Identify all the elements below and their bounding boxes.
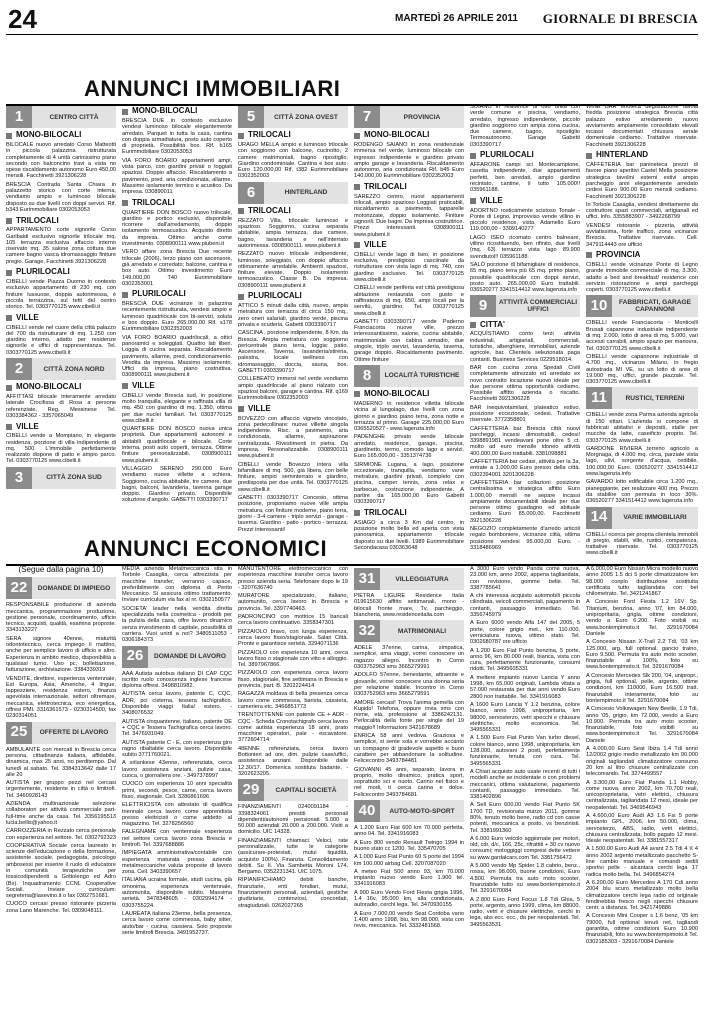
classified-ad: A Chiari acquisto auto usate recenti di tutti i modelli anche se incidentate o con problemi meccanici, ottima valutazione, pagamento contanti, passaggio immediato. Tel. 3381402896	[470, 768, 580, 801]
subcategory-header	[122, 382, 232, 391]
classified-ad: VENDESI ristorante - pizzeria, attività avviatissima, forte traffico, zona vicinanze Brescia. Trattative riservate. Cell. 3479114443 ore ufficio	[586, 222, 698, 248]
square-bullet-icon	[6, 315, 12, 321]
category-label: VARIE IMMOBILIARI	[612, 507, 698, 529]
classified-ad: A 6.000 Euro veicolo aggiornate per motori, old, cdr, d/c, 166, 25c, rifrattiti + 30 cv nuovo consumi; motoggiggi compresi dette vettere su www.gardalcars.com Tel. 3381756472	[470, 835, 580, 861]
category-label: VILLEGGIATURA	[380, 568, 464, 590]
classified-ad: PIETRA LIGURE Residence Italia 019615630 affitto settimanali, mono - bilocali fronte mare, Tv, parcheggio, biancheria, www.residenceitalia.com	[354, 593, 464, 618]
subcategory-label: VILLE	[480, 195, 503, 205]
classified-ad: CIBELLI vende Franciacorta - Monticelli Brusati capannone industriale indipendente di mq. 2.000, lotto di area di mq. 5.000, vari accessi carrabili, ampio spazio per manovra. Tel. 0303770125 www.cibelli.it	[586, 320, 698, 352]
classified-ad: SALÒ porzione di bifamigliare di residence, 65 mq. piano terra più 65 mq. primo piano, possibile quadrilocale con doppi servizi, posto auto. 265.000,00 Euro trattabili. 036520277 3341514412 www.lagenzia.info	[470, 261, 580, 294]
category-number: 22	[6, 577, 32, 599]
classified-ad: AFFITTASI bilocale interamente arredato laterale Crocifissa di Rosa a persone referenziate. Reg. Messinese Tel. 0303384362 - 3357065049	[6, 394, 116, 419]
classified-ad: ADOLFO 57enne, benestante, attraente e giovanile, vorrei conoscere una donna seria per relazione stabile. Incontro in Como 0303752963 sms 3665279591	[354, 672, 464, 698]
classified-ad: A 1.500 Euro Fiat Punto Van turbo diesel, colore bianco, anno 1998, unipropritaria, km 128.000, autovani 2 posti, perfettamente funzionante, tenuta con cura. Tel. 3495565331	[470, 735, 580, 767]
category-label: MATRIMONIALI	[380, 620, 464, 642]
classified-ad: AFFARONE campi sci Montecampione, casetta indipendente, due appartamenti perfetti, ben arredati, ampio giardino recintato, cantine, il tutto 105.000!! 035961188.	[470, 162, 580, 194]
classified-ad: ATTICO 5 minuti dalla città, nuovo, ampia metratura con terrazza di circa 150 mq., zero oneri salariali, giardino verde, piscina privata e scuderia. Gabetti 0303390717	[238, 303, 348, 328]
classified-ad: CIBELLI vende vicinanze Ponte di Legno grande immobile commerciale di mq. 3.300, adatto a bed and breakfast/ residence con servizio ristorazione e ampi parcheggi coperti. 0303770125 www.cibelli.it	[586, 261, 698, 294]
category-label: CAPITALI SOCIETÀ	[264, 779, 348, 801]
classified-ad: GABETTI 0303390717 Concesio, ottima posizione, proponiamo nuove ville ampia metratura, con finiture moderne, piano terra, giorni - 3-4 camere - triplo servizi - garage - taverna. Giardino - patio - portico - terrazza. Prezzi interessanti!	[238, 495, 348, 533]
category-header	[122, 646, 232, 668]
square-bullet-icon	[6, 218, 12, 224]
classified-ad: A Concesio Mini Cooper s 1.6 benz, '05 km 79000, full optional tenuti net, tagliandi garantita, ottime condizioni Euro 10.900 finanziabili, foto su www.bontempimoto.it Tel. 0302185303 - 3291670084 Daniele	[586, 913, 698, 945]
category-header	[586, 507, 698, 529]
category-header	[470, 295, 580, 317]
subcategory-label: MONO-BILOCALI	[132, 106, 198, 116]
classified-ad: A 6.000,00 Euro Nissan Micra modello nuovo anno 2005 1.5 dci 5 porte climatizzatore km 98.000 conplo distribuzione sostituita certificata tutto tagliandata con bel chilometrato. Tel. 3421241867	[586, 566, 698, 598]
category-number: 31	[354, 568, 380, 590]
subcategory-header	[238, 292, 348, 301]
subcategory-header	[586, 251, 698, 260]
subcategory-label: PLURILOCALI	[248, 291, 302, 301]
classified-ad: CUOCO cercasi presso ristorante pizzeria zona Lano Marenche. Tel. 0309048111.	[6, 901, 116, 914]
classified-ad: ITALIANA ucraina formale, studi cucina, già omonima, esperienza ventennale, automunita, disponibile subito. Massima serietà. 3478348605 - 0302994174 - 0303755224.	[122, 877, 232, 909]
category-number: 40	[354, 800, 380, 822]
square-bullet-icon	[238, 294, 244, 300]
category-label: CITTÀ ZONA NORD	[32, 358, 116, 380]
subcategory-label: TRILOCALI	[132, 197, 175, 207]
immobiliari-column-6	[586, 104, 698, 557]
classified-ad: CIBELLI vende Piazza Duomo in contesto esclusivo appartamento di 230 mq. con finiture lussuose, doppia autorimessa, è piccola terrazzina, sul tetti del centro storico. Tel. 0303770125 www.cibelli.it	[6, 279, 116, 311]
classified-ad: A meteo Fiat 500 anno 93, km 70.000 impianto nuovo vendo Euro 1.900 tel. 3341916083	[354, 868, 464, 888]
subcategory-label: HINTERLAND	[596, 150, 648, 160]
classified-ad: A Sell Euro 600,00 vendo Fiat Punto 5K 1700 TD, revisionata marzo 2011, gomme 80%, tenuto molto bene, radio cd con casse potenti, meccanica a posto, vs benzinisti. Tel. 3381991360	[470, 802, 580, 834]
economici-column-4	[354, 566, 464, 1018]
category-label: CITTÀ ZONA OVEST	[264, 106, 348, 128]
immobiliari-column-4	[354, 104, 464, 551]
classified-ad: AMORE cercasi! Trova l'anima gemella con Kupido! Telefona, oppure invia sms con nome, età, professione al 3386242131. Perlocalità della fonte per single del 19 maggio!! Informazioni 3421678689	[354, 699, 464, 731]
classified-ad: NEGOZIO completamente d'arredo articoli regalo bomboniere, vicinanze città, ottima posizione vendesi 95.000,00 Euro. - 3318486969	[470, 526, 580, 551]
classified-ad: FINANZIAMENTI 0240091184 - 3398324061 prestiti personali dipendenti/autonomi pensionati 5.000 a 50.000 aziendali 20.000 a 200.000. Visiti a domicilio. UIC 14328.	[238, 804, 348, 836]
square-bullet-icon	[238, 208, 244, 214]
category-header	[6, 106, 116, 128]
category-header	[6, 577, 116, 599]
category-number: 11	[586, 387, 612, 409]
subcategory-label: TRILOCALI	[364, 182, 407, 192]
classified-ad: A 1600 Euro Lancia Y 1.2 benzina, colore bianco, anno 1998, unipropritaria, km 98000, servosterzo, vetri specchi e chiusure elettriche, molto economica. Tel. 3495565331	[470, 701, 580, 734]
newspaper-masthead: GIORNALE DI BRESCIA	[542, 11, 698, 26]
subcategory-label: TRILOCALI	[248, 206, 291, 216]
subcategory-header	[470, 197, 580, 206]
classified-ad: BRESCIA Contrada Santa Chiara in palazzetto storico con corte interna, vendiamo ampio e luminoso bilocale disposto su due livelli con doppi servizi. Rif. b343 Eurimmobiliare 0302053053	[6, 181, 116, 213]
category-number: 8	[354, 365, 380, 387]
subcategory-label: TRILOCALI	[364, 508, 407, 517]
category-label: LOCALITÀ TURISTICHE	[380, 365, 464, 387]
classified-ad: CIBELLI vende periferia est città prestigiosa abitazione restaurata con gusto e raffinatezza di mq. 650, ampi locali per la servitù, giardino. Tel. 0303770125 www.cibelli.it	[354, 285, 464, 317]
category-number: 25	[6, 722, 32, 744]
subcategory-header	[354, 241, 464, 250]
category-header	[6, 467, 116, 489]
subcategory-label: MONO-BILOCALI	[364, 130, 430, 140]
square-bullet-icon	[354, 184, 360, 190]
classified-ad: CIBELLI vende a Mompiano, in elegante residenza, porzione di villa indipendente di mq. 500. L'immobile perfettamente realizzato dispone di patio e ampio parco. Tel. 0303770125 www.cibelli.it	[6, 433, 116, 465]
classified-ad: PIZZAIOLO con esperienza 10 anni, cerca lavoro fisso o stagionale con vitto e alloggio. Tel. 3897967866.	[238, 649, 348, 669]
subcategory-label: VILLE	[132, 381, 155, 391]
classified-ad: APPARTAMENTO corte signorile Corso Garibaldi esclusivo signorile trilocale mq. 105 terrazza esclusiva affaccio interno riservato mq. 35 salone zona cottura due camere bagno vasca idromassaggio finiture pregio. Garage. Facchinetti 3921306228	[6, 227, 116, 265]
classified-ad: PADENGHE privato vende bilocale arredato, residence, garage, piscina, giardinetto, termo, comodo lago e servizi. Euro 165.000,00 - 3351374736	[354, 434, 464, 460]
classified-ad: ELETTRICISTA con attestato di qualifica triennale cerca lavoro come apprendista presso elettricisti o come addetto al magazzino. Tel. 3278256560	[122, 802, 232, 828]
category-number: 26	[122, 646, 148, 668]
classified-ad: CAFFETTERIA bar cedasi, attività per la 3a, entrate a 1.000,00 Euro presso della città. 0302394001 3201306228	[470, 459, 580, 478]
classified-ad: GABETTI 0303390717 vende Paderno Franciacorta nuove ville, prezzo interessantissimo, salone, cucina abitabile, matrimoniale con cabina armadio, due singole, triplo servizi, lavanderia, taverna, garage doppio. Riscaldamento pavimento. Ottime finiture	[354, 318, 464, 363]
issue-date: MARTEDÌ 26 APRILE 2011	[394, 13, 518, 24]
subcategory-header	[238, 131, 348, 140]
subcategory-header	[6, 314, 116, 323]
classified-ad: SIRMIONE Lugana, a lago, posizione eccezionale, tranquilla, vendiamo vane metrature, giardini privati, completo con piscina, camper tennis, zona relax e barbecue, costruzione indipendente. A partire da 165.000,00 Euro Gabetti 0303390717	[354, 461, 464, 506]
classified-ad: CARROZZERIA in Rezzato cerca personale con esperienza nel settore. Tel. 0302792323	[6, 828, 116, 841]
subcategory-header	[122, 290, 232, 299]
classified-ad: IMPIEGATA amministrativa/contabile con esperienza maturata presso aziende metalmeccaniche valuta proposte di lavoro zona. Cell. 3403390657	[122, 850, 232, 876]
subcategory-header	[122, 107, 232, 116]
classified-ad: ADELE 37enne, carina, simpatica, semplice, ama viaggi, vorrei conoscere un ragazzo allegro. Incontro in Como 0303752963 sms 3665279991	[354, 645, 464, 671]
classified-ad: VENDITE, direttore, esperienza ventennale, Est Europa, Asia, Americhe, 4 lingue, tappezziere, residenza estero, finanza agevolata internazionale, settori oltremare, meccanica, elettrotecnica, eco energetica, offresi PMI. 3316361573 - 0230314500, fax 0230314051	[6, 675, 116, 720]
classified-ad: RIPIANIFICHIAMO debiti banche, finanziarie, enti fondiari, mutui, finanziamenti personali, aziendali, gestiche giudiziarie, contenziosi, concordati, stragiudiziali. 0262027265	[238, 877, 348, 909]
classified-ad: CIBELLI vende lago di Iseo, in posizione esclusiva, prestigioso casciinale da ristrutturare con vista lago di mq. 740, con giardino esclusivo. Tel. 0303770125 www.cibelli.it	[354, 251, 464, 284]
subcategory-header	[470, 320, 580, 329]
category-number: 2	[6, 358, 32, 380]
classified-ad: CAFFETTERIA bar Brescia città nuovi parcheggi, incassi dimostrabili, cedesi! 3398891981 vendeavani pone oltre 5 ct. molto ad euro mensile idoneo attività 400.000,00 Euro trattabili. 3381098881	[470, 425, 580, 457]
classified-ad: CIBELLI ricerca per propria clientela immobili di pregio, stabili, ville, rustici, compatenza, trattative riservate. Tel. 0303770125 www.cibelli.it	[586, 531, 698, 557]
classified-ad: ACQUISTIAMO conto terzi attività industriali, artigianali, commerciali, turistiche, alberghiere, immobiliari, aziende agricole, bar. Clientela selezionata paga contanti. Business Services 0229518014.	[470, 331, 580, 363]
classified-ad: A 3000 Euro vendo Panda come nuova, 23.000 km, anno 2002, appena tagliandata, con revisione, gomme belle. Tel. 3387785641	[470, 566, 580, 591]
classified-ad: RODENGO SAIANO in zona residenziale immersa nel verde, luminoso bilocale con ingresso indipendente e giardino privato ampio garage e lavanderia. Riscaldamento autonomo, aria condizionata Rif. b45 Euro 140.000,00 Eurimmobiliare 0302352003	[354, 142, 464, 180]
classified-ad: VIA FORO BOARIO appartamenti ampi, vista parco, con giardini privati o loggiati spaziosi. Doppio affaccio. Riscaldamento a pavimento, pred. aria condizionata, allarme. Massimo isolamento termico e acustico. Da impresa. 030890011	[122, 157, 232, 196]
classified-ad: A 6.200,00 Euro Mercedes A 170 Cdi anno 2004 blu scuro metallizzato molto bella climatizzatore cerchi lega radio cd originale fendinebbia fresco negli specchi chiusure centr. a distanza. Tel. 3421749886	[586, 879, 698, 912]
classified-ad: PIZZAIOLO con esperienza cerca lavoro fisso, stagionale, fine settimana in Brescia e provincia, part. B. 3202224414	[238, 670, 348, 690]
category-label: PROVINCIA	[380, 106, 464, 128]
category-label: DOMANDE DI LAVORO	[148, 646, 232, 668]
square-bullet-icon	[354, 242, 360, 248]
classified-ad: CIBELLI vende nel cuore della città palazzo del 700 da ristrutturare di mq. 1.250 con giardino interno, adatto per residenze signorile e uffici di rappresentanza. Tel. 0303770125 www.cibelli.it	[6, 324, 116, 356]
category-number: 6	[238, 182, 264, 204]
category-label: AUTO-MOTO-SPORT	[380, 800, 464, 822]
category-header	[6, 722, 116, 744]
square-bullet-icon	[122, 292, 128, 298]
subcategory-label: PLURILOCALI	[16, 267, 70, 277]
classified-ad: COLLEBEATO immersi nel verde vendiamo ampio quadrilocale al piano rialzato con spaziosi balconi, garage e cantina. Rif. q169 Eurimmobiliare 0302352003	[238, 376, 348, 402]
category-label: FABBRICATI, GARAGE CAPANNONI	[612, 295, 698, 317]
classified-ad: MURATORE specializzato, italiano, automunito, cerca lavoro in Brescia e provincia. Tel. 3397740463.	[238, 593, 348, 612]
subcategory-label: MONO-BILOCALI	[364, 389, 430, 399]
classified-ad: A 2.800 Euro Ford Focus 1.8 Tdi Ghia, 5 porte, argento, anno 1999, clima, km 88000, radio, vetri e chiusure elettriche, cerchi in lega, abs ecc. ecc., da per neopatentati. Tel. 3495563531	[470, 896, 580, 928]
subcategory-label: VILLE	[16, 312, 39, 322]
square-bullet-icon	[6, 270, 12, 276]
category-number: 14	[586, 507, 612, 529]
classified-ad: A 1.000 Euro Fiat Punto 60 S porte del 1994 km 100.000 airbag Cell. 3207087020	[354, 854, 464, 867]
economici-column-3	[238, 566, 348, 1018]
classified-ad: A 1.200 Euro Fiat Punto benzina, 5 porte, anno 96, km 80.000 reali, bianca, vista con cura, perfettamente funzionante, consumi ridotti. Tel. 3495605331	[470, 647, 580, 673]
classified-ad: VIA FORO BOARIO quadrilocali, a ottici panoramici e soleggiati. Quattro lati liberi. Loggia di cucina separata. Riscaldamento pavimento, allarme, pred. condizionamento. Vendita da impresa. Massimo isolamento. Uffici da impresa, piano costruttiva. 0308900111 www.piubeni.it	[122, 334, 232, 379]
classified-ad: CIBELLI vende zona Parma azienda agricola di 150 ettari. L'azienda si compone di fabbricati abitativi e depositi, stalle per mucche da latte, caseificio proprio. Tel. 0303770125 www.cibelli.it	[586, 412, 698, 444]
classified-ad: A 5.000 vendo Mp Spider 1.8 cabrio, benz., rossa, km 98.000, buone condizioni, Euro 4.800. Permuta tra auto moto scooter, finanziabile tutto su www.bontempimoto.it Tel. 3291670084	[470, 863, 580, 895]
classified-ad: AZIENDA multinazionale selezione collaboratori per attività commerciale part-full-time anche da casa. Tel. 3356195513 lucia.bellis@yahoo.it	[6, 801, 116, 826]
classified-ad: ADORTNO rosticamente scistoso Tonale - Ponte di Legno, improvviso vende villino in piccolo residence, vista. Adamello Euro 119.000,00 - 3309140277	[470, 207, 580, 233]
classified-ad: MEDIA azienda Metalmeccanica sita in Torbole Casaglia, cerca attrezzista per macchine transfer, verranno capace, preferibilmente con diploma di Perito Meccanico. Si assicura ottimo trattamento. Inviare curriculum via fax al nr. 0302150577	[122, 566, 232, 604]
classified-ad: PIZZAIOLO bravo, con lunga esperienza, cerca lavoro fisso/stagionale. Salari Città. Pronte e garantisce serietà. 3294071136	[238, 628, 348, 648]
square-bullet-icon	[470, 322, 476, 328]
category-number: 1	[6, 106, 32, 128]
classified-ad: In Torbole Casaglia, vendesi direttamente da costruttore spazi commerciali, artigianali ed uffici. Info. 3355883907 - 3492268799	[586, 201, 698, 221]
immobiliari-column-3	[238, 104, 348, 533]
classified-ad: AAA Autista autobus italiano DI CAP CQC iscritto ruolo conoscenza inglese francese diploma offresi. 3498810982.	[122, 670, 232, 690]
classified-ad: A chi interessa acquisto automobili piccola cilindrata, veicoli commerciali, pagamento in contanti, passaggio immediato. Tel. 3356745979	[470, 593, 580, 619]
classified-ad: BRESCIA DUE in contesto esclusivo vendesi luminoso bilocale elegantemente arredato. Parquet in tutta la casa, cantina con doppia armadiatura, posto auto coperto di proprietà. Possibilità box. Rif. b165 Eurimmobiliare 0302053053	[122, 118, 232, 156]
classified-ad: WINE BAR enoteca degustazione tavola fredda posizione strategica Brescia città palazzo estivo arredamento nuovo avviamento ampiamente consolidato elevati incassi documentati chiusura serale domenicale cediamo. Trattative riservate. Facchinetti 3921306228	[586, 104, 698, 148]
category-label: CITTÀ ZONA SUD	[32, 467, 116, 489]
classified-ad: MANUTENTORE elettromeccanico con esperienza macchine transfer cerca lavoro presso azienda seria. Telefonare dopo le 19 - 3207636740	[238, 566, 348, 591]
classified-ad: CUOCO con esperienza 10 anni specialità primi, secondi, pesce, carne, cerca lavoro fisso, stagionale. Cell. 3286861696	[122, 781, 232, 800]
classified-ad: ASIAGO a circa 3 Km dal centro, in posizione molto bella ed aperta con vista panoramica, appartamento trilocale disposto su due livelli. 1989 Eurimmobiliare Secondacasa 030363648	[354, 519, 464, 551]
category-label: HINTERLAND	[264, 182, 348, 204]
classified-ad: PADRONCINO con mottrice 15 bancali cerca lavoro continuativo. 3358347301	[238, 614, 348, 627]
square-bullet-icon	[6, 133, 12, 139]
classified-ad: SOIANO in residence di otto unità con verde comune e piscina, vendiamo, arredato, ingresso indipendente, piccolo giardino soggiorno con ampia zona cucina, due camere, bagno, ripostiglio Termoautonomo. Garage Gabetti 0303390717	[470, 104, 580, 148]
category-header	[586, 387, 698, 409]
category-number: 32	[354, 620, 380, 642]
classified-ad: AMBULANTE con mercati in Brescia cerca persona, cittadinanza italiana, affidabile, dinamica, max 25 anni, no perditempo. Dal lunedì al sabato. Tel. 3384313642 dalle 17 alle 20	[6, 746, 116, 778]
classified-ad: BAR con cucina zona Spedali Civili completamente attrezzato ed arredato ex novo contratto locazione nuovo ideale per due persone ottima opportunità cediamo. Possibile affitto azienda o riscatto. Facchinetti 3921306228	[470, 364, 580, 403]
immobiliari-heading: ANNUNCI IMMOBILIARI	[84, 76, 341, 101]
subcategory-header	[6, 131, 116, 140]
subcategory-label: TRILOCALI	[248, 130, 291, 140]
classified-ad: QUARTIERE DON BOSCO nuovo trilocale, giardino e portico esclusivi, disponibile ricorrere dall'arredamento, doppio isolamento termoacustico. Acquisto diretto da impresa. Ottimo anche come investimento. 0308900111 www.piubeni.it	[122, 209, 232, 248]
classified-ad: TRENTOTTENNE con patente CE + ADR - CQC - Scheda Cronotachigrafo cerca lavoro come autista esperienza 18 anni, prato macchine operatori, pale - escavatore. 3772604714	[238, 712, 348, 744]
subcategory-header	[354, 183, 464, 192]
classified-ad: AUTISTA patente C - E, con esperienza giro ragno ribaltabile cerca lavoro. Disponibile subito 3771760021.	[122, 739, 232, 759]
category-label: ATTIVITÀ COMMERCIALI UFFICI	[496, 295, 580, 317]
subcategory-header	[6, 383, 116, 392]
category-header	[238, 106, 348, 128]
category-header	[238, 182, 348, 204]
subcategory-header	[470, 151, 580, 160]
category-header	[238, 779, 348, 801]
category-number: 29	[238, 779, 264, 801]
square-bullet-icon	[470, 198, 476, 204]
classified-ad: A Euro 6000 vendo Alfa 147 del 2005, 5 porte, colore grigio met., km 110.000, verniciatura nuova, ottimo stato. Tel. 0302680787 ore ufficio	[470, 620, 580, 646]
classified-ad: SERA signore 40enne, maturità odontotecnico, cerca impiego il mattino, anche per semplice lavoro di ufficio e altro. Esperienza in ambito medico, disponibilità a qualsiasi turno. Uso pc, bollettazione, fatturazione, archiviazione. 3384339319	[6, 635, 116, 674]
classified-ad: SAREZZO centro, nuovi appartamenti trilocali, ampio spazioso Loggiati praticabili, riscaldamento a pavimento, tapparelle motorizzate, doppio isolamento. Finiture signorili. Due bagni. Da impresa costruttrice. Prezzi interessanti. 0308900111 www.piubeni.it	[354, 193, 464, 238]
classified-ad: A 1.200 Euro Fiat 600 km 70.000 perfetta, anno 04. Tel. 3341916083	[354, 825, 464, 838]
square-bullet-icon	[6, 424, 12, 430]
section-title-economici	[6, 538, 698, 566]
classified-ad: VILLAGGIO SERENO 290.000 Euro vendiamo nuove villette a schiera. Soggiorno, cucina abitabile, tre camere, due bagni, balconi, lavanderia, taverna garage doppio. Giardino privato. Disponibile soluzione d'angolo. GABETTI 0303390717	[122, 465, 232, 504]
category-header	[6, 358, 116, 380]
classified-ad: BOVEZZO con affaccio vigneto vincolato, zona pedecollinare: nuove villette singola indipendente. Risc. a pavimento, aria condizionata, allarme, aspirazione centralizzata. Rivestimenti in pietra. Da impresa. Personalizzabile. 0308900111 www.piubeni.it	[238, 415, 348, 460]
classified-ad: REZZATO nuovo trilocale indipendente, luminoso, soleggiato, con doppio affaccio ottimamente arredabile. Ambienti spaziosi, finiture elevate. Doppio isolamento termoacustico. Classe B. Da impresa. 0308900111 www.piubeni.it	[238, 251, 348, 289]
square-bullet-icon	[122, 200, 128, 206]
category-number: 9	[470, 295, 496, 317]
classified-ad: CIBELLI vende Brescia sud, in posizione molto tranquilla, elegante e raffinata villa di mq. 450 con giardino di mq. 1.350, ottima per due nuclei familiari. Tel. 0303770125 www.cibelli.it	[122, 392, 232, 424]
square-bullet-icon	[122, 383, 128, 389]
category-header	[354, 620, 464, 642]
classified-ad: FALEGNAME con ventennale esperienza nel settore cerca lavoro zona Brescia e limitrofi. Tel. 3397688886	[122, 829, 232, 848]
classified-ad: BILOCALE nuovo arredato Corso Matteotti in piccola palazzina ristrutturata completamente di 4 unità carinissimo piano secondo con balconcino travi a vista no spese riscaldamento autonomo Euro 450,00 mensili. Facchinetti 3921306228	[6, 142, 116, 180]
category-header	[354, 568, 464, 590]
square-bullet-icon	[354, 391, 360, 397]
classified-ad: AUTISTA per gruppo pezzi nel cercasi urgentemente, residente in città o limitrofi. Tel. 3460928143	[6, 780, 116, 799]
classified-ad: URAGO MELLA ampio e luminoso trilocale con soggiorno con balcone, cucinotto, 2 camere matrimoniali, bagno ripostiglio. Giardino condominiale. Cantina e box auto. Euro 120.000,00 Rif. t382 Eurimmobiliare 0302352003	[238, 142, 348, 180]
classified-ad: A Concesio Ford Fiesta 1.2 16V Sp. Titanium, benzina, anno '07, km 84.000, unipropritaria, grigia, ottime condizioni, vendo a Euro 6.200. Foto visibili su www.bontempimoto.it Tel. 3291670084 Daniele	[586, 599, 698, 637]
square-bullet-icon	[122, 109, 128, 115]
subcategory-header	[354, 509, 464, 518]
classified-ad: COOPERATIVA Sociale cerca laureato in scienze dell'educazione o della formazione, assistente sociale, pedagogista, psicologo ambosessi per inserire il ruolo di educatore in comunità terapeutiche per tossicodipendenti a Gottolengo ed Adro (Bs). Inquadramento CCNL Cooperative Sociali. Inviare curriculum: segreteria@lasevino.it o fax 0302751681.	[6, 842, 116, 900]
classified-ad: FINANZIAMENTI chiamaci. Veloci, rate personalizzate, tutte le categorie (assicurare-protestati, mutui liquidità, acquisto 100%). Finanzia. Consolidamento debiti. Su II. Via Sambetta Moroni 174, Bergamo. 0352231341. UIC 1075.	[238, 837, 348, 876]
classified-ad: QUARTIERE DON BOSCO nuova unica proprietà. Due appartamenti autonomi e abitabili quadrilocale e bilocale. Corte interna, posti auto coperti, terrazza. Ottime finiture personalizzabili. 0308900111 www.piubeni.it	[122, 426, 232, 464]
economici-column-5	[470, 566, 580, 1018]
subcategory-header	[122, 199, 232, 208]
subcategory-label: PROVINCIA	[596, 250, 641, 260]
subcategory-label: CITTA'	[480, 319, 505, 329]
subcategory-label: PLURILOCALI	[480, 150, 534, 160]
classified-ad: AUTISTA cinquantenne, italiano, patente DE + CQC e Tessera Tachigrafica cerca lavoro. Tel. 3476931049.	[122, 718, 232, 738]
category-number: 3	[6, 467, 32, 489]
square-bullet-icon	[586, 153, 592, 159]
classified-ad: A mettere impianto nuovo Lancia Y anno 1998, km 65.000 originali, Lambda vitata a 57.000 restaurata per due anni vendo Euro 2800 non trattabile. Tel. 3341916083	[470, 674, 580, 700]
section-title-immobiliari	[6, 78, 698, 106]
subcategory-label: TRILOCALI	[16, 215, 59, 225]
classified-ad: RAGAZZA moldava di bella presenza cerca lavoro come commessa, barista, cassiera, cameriera etc. 3466851773	[238, 691, 348, 710]
classified-ad: A 4.600,00 Euro Audi A3 1.6 Fsi 5 porte impianto GPL, 2006, km 50.000, clima, servosterzo, ABS, radio, vetri elettrici, chiusura centralizzata, bollo pagato 12 mesi. Ideale neopatentati. Tel. 3381557317	[586, 812, 698, 845]
subcategory-header	[238, 207, 348, 216]
square-bullet-icon	[6, 385, 12, 391]
subcategory-header	[6, 216, 116, 225]
square-bullet-icon	[470, 153, 476, 159]
subcategory-label: VILLE	[16, 421, 39, 431]
classified-ad: A 3.300,00 Euro Fiat Panda 1.1 Hobby, come nuova, anno 2002, km 70.700 reali, unicoproprietaria, vetri elettrici, chiusura centralizzata, tagliandata 12 mesi, ideale per neopatentati. Tel. 3469546943	[586, 779, 698, 811]
classified-ad: CAFFETERIA bar panineteca prezzi di favore piano aperitivi Castel Mella posizione strategica tavolini esterni estivi ampio parcheggio anni elegantemente arredato cedesi Euro 900.00 Euro mensili cediamo. Facchinetti 3921306228	[586, 162, 698, 200]
classified-ad: CASCINA , porzione indipendente, 8 Km. da Brescia. Ampia metratura con soggiorno pericentrale piano terra, loggia: patio. Ascensore, Taverna, lavanderia/stireria, palestra, locale wellness con idromassaggio, doccia, sauna, box. GABETTI 0303390717	[238, 330, 348, 375]
classified-ad: A 4.000,00 Euro Seat Ibiza 1.4 Tdi anno 12/2002 grigio medio metallizzato km 90.000 originali tagliandati climatizzatore consumo 20 km al litro chiusure centralizzate con telecomando. Tel. 3274499557	[586, 746, 698, 778]
classified-ad: GAVARDO lotto edificabile circa 1.200 mq., pianeggiante, per realizzare 400 mq. Prezzo da stabilire con permuta in loco 30%. 036520277 3341514412 www.lagenzia.info	[586, 479, 698, 505]
classified-ad: LAUREATA italiana 23enne, bella presenza, cerca lavoro come commessa, baby sitter, aiuto/bar - cucina, cassiera. Solo proposte serie limitrofi Brescia. 3491952737.	[122, 910, 232, 936]
category-header	[354, 365, 464, 387]
economici-heading: ANNUNCI ECONOMICI	[84, 536, 328, 561]
classified-ad: BRESCIA DUE vicinanze in palazzina recentemente ristrutturata, vendesi ampio e luminoso quadrilocale con bi-servizi, soluta e box doppio. Euro 265.000,00 Rif. s178 Eurimmobiliare 0302352003	[122, 301, 232, 333]
classified-ad: GIOVANNI 45 anni, separato, lavora in proprio, molto dinamico, pratica sport, soprattutto sci e nuoto. Carino nel fisico e nel modi, ti cerca carina e dolce. Felicecontro 3493784681	[354, 766, 464, 798]
subcategory-header	[6, 422, 116, 431]
classified-ad: BAR inequivotamilani, plateatico estivo, posizione eccezionale, cedesi. Trattative riservate. 3772358801	[470, 404, 580, 424]
category-label: RUSTICI, TERRENI	[612, 387, 698, 409]
subcategory-header	[354, 131, 464, 140]
continued-note: (Segue dalla pagina 10)	[18, 565, 104, 574]
square-bullet-icon	[586, 252, 592, 258]
classified-ad: VERO affare zona Brescia Due recente trilocale (2006), terzo piano con ascensore, già arredato e corredato; balcone, cantina e box auto. Ottimo investimento Euro 149.000,00 T40 Eurimmobiliare 0302353001	[122, 249, 232, 287]
category-label: CENTRO CITTÀ	[32, 106, 116, 128]
category-header	[354, 800, 464, 822]
classified-ad: A Concesio Mercedes Slk 200, '04, unipropr., grigia, full optional, pelle, argento, ottime condizioni, km 110000, Euro 16.500 tratt. finanziabili interamente, foto su bontempimoto.it Tel. 3291670084	[586, 672, 698, 704]
square-bullet-icon	[354, 510, 360, 516]
subcategory-header	[238, 405, 348, 414]
classified-ad: REZZATO Villa, trilocale: luminoso e spazioso. Soggiorno, cucina separata abitabile, ampia terrazza, due camere, bagno, lavanderia e nell'interrato autorimessa. 0308900111. www.piubeni.it	[238, 217, 348, 249]
classified-ad: SOCIETA' leader nella vendita diretta specializzata nella cosmetica - prodotti per la pulizia della casa, offre lavoro dinamico senza investimento di capitale, possibilità di carriera. Vuoi unirti a noi? 3480511053 - 0306184373	[122, 605, 232, 644]
classified-ad: A Euro 800 vendo Renault Twingo 1994 in buono stato cc 1200. Tel. 335470705	[354, 839, 464, 852]
classified-ad: RESPONSABILE produzione di azienda meccanica, programmazione produzione, gestione personale, coordinamento, ufficio tecnico, acquisti, qualità, esamina proposte. 3343133227	[6, 602, 116, 634]
classified-ad: GARDONE RIVIERA terreno agricolo a Morgnaga, di 4.000 mq. circa, parziale vista lago, ulivi, sorgente d'acqua, cedibile, 100.000,00 Euro. 036520277 3341514412 www.lagenzia.info	[586, 445, 698, 478]
immobiliari-column-1	[6, 104, 116, 528]
classified-ad: AUTISTA cerca lavoro, patente C, CQC, ADR, pci cisterna, tessera tachigrafico. Disponibile viaggi Italia/ estero. - 3408076532	[122, 691, 232, 717]
subcategory-label: PLURILOCALI	[132, 289, 186, 299]
page-number: 24	[8, 4, 37, 34]
subcategory-header	[586, 151, 698, 160]
immobiliari-column-5	[470, 104, 580, 551]
square-bullet-icon	[238, 133, 244, 139]
subcategory-header	[6, 268, 116, 277]
economici-column-2	[122, 566, 232, 1018]
category-number: 5	[238, 106, 264, 128]
classified-ad: A srilankese 43enne, referenziata, cerca lavoro assistenza anziani, pulizie casa, cuoca, o giornaliera ore. - 3497378997	[122, 760, 232, 780]
classified-ad: A 900 Euro Vendo Ford Fiesta grigia 1996, 1.4 16v, 95.000 km, alla condizionata, autoradio, cerchi lega. Tel. 3470930155	[354, 889, 464, 909]
classified-ad: 48ENNE referenziata, cerca lavoro Bottonieri ad ore, dim. pulizie case/uffici, assistenza anziani. Disponibile dalle 12.30/17. Domenica sostituta badante. - 3202623205.	[238, 745, 348, 777]
square-bullet-icon	[238, 406, 244, 412]
immobiliari-column-2	[122, 104, 232, 528]
subcategory-header	[354, 390, 464, 399]
subcategory-label: VILLE	[364, 240, 387, 250]
category-header	[586, 295, 698, 317]
classified-ad: CIBELLI vende capannone industriale di 4.700 mq., vicinanze Milano, in fregio autostrada MI VE, su un lotto di area di 19.000 mq., uffici, grande piazzale. Tel. 0303770125 www.cibelli.it	[586, 353, 698, 386]
classified-ad: A 1.500,00 Euro Audi A4 avant 2.5 Tdi 4 X 4 anno 2002 argento metallizzato pacchetto S-line cambio manuale e comandi sedili sportivi pelle - alcantara cerchi lega 17 radica molto bella. Tel. 3496854274	[586, 846, 698, 878]
category-header	[354, 106, 464, 128]
classified-ad: MADERNO in residence villetta bilocale vicina al lungolago, due livelli con zona giorno e giardino piano terra, zona notte e terrazza al primo. Garage 225.000,00 Euro 0365520527 - www.lagenzia.info	[354, 400, 464, 433]
category-number: 10	[586, 295, 612, 317]
subcategory-label: VILLE	[248, 403, 271, 413]
square-bullet-icon	[354, 133, 360, 139]
category-label: OFFERTE DI LAVORO	[32, 722, 116, 744]
classified-ad: LAGO ISEO ricomato centro balneare, villino ricostituendo, ben rifinito, due livelli (mq. 63) terrazzo vista lago 89.900 svendiutol!! 035961188.	[470, 234, 580, 260]
subcategory-label: MONO-BILOCALI	[16, 130, 82, 140]
page-header	[6, 0, 698, 35]
economici-column-6	[586, 566, 698, 1018]
category-label: DOMANDE DI IMPIEGO	[32, 577, 116, 599]
classified-ad: CIBELLI vende Bovezzo intera villa bifamiliare di mq. 500, già libera, con belle finiture, ampio seminterrato e giardino, predisposta per due unità. Tel. 0303770125 www.cibelli.it	[238, 461, 348, 493]
classified-ad: A Concesio Nissan X-Trail 2.2 Tdi, '03 km 125.000, arg. full optional, gancio traino, Euro 9.500. Permuta tra auto moto scooter, finanziabile al 100%, foto su www.bontempimoto.it. Tel. 3291670084	[586, 639, 698, 671]
classified-ad: ENRICA 58 anni vedova. Graziosa e semplice, si sente sola e vorrebbe accanto un compagno di gradevole aspetto e buon carattere per abbandonare la solitudine. Felicecontro 3493784481	[354, 733, 464, 765]
subcategory-label: MONO-BILOCALI	[16, 382, 82, 392]
classified-ad: CAFFETTERIA bar collazioni posizione centralissima e strategica affitto Euro 1.000,00 mensili ne separe incassi ampiamente documentabili ideale per due persone ottimo guadagno ed abituale cediamo Euro 85.000,00. Facchinetti 3921306228	[470, 479, 580, 524]
category-number: 7	[354, 106, 380, 128]
classified-ad: A Euro 7.000,00 vendo Seat Cordoba vario 1.400 anno 1998, blu, km 98.000, vista con revis. meccanica. Tel. 3332481568.	[354, 910, 464, 930]
classified-ad: A Concesio Volkswagen New Beetle, 1.9 Tdi, anno '05, grigio, km 72.000, vendo a Euro 10.900. Permuta tra auto moto scooter, finanziabile, foto visibili su www.bontempimoto.it Tel. 3291670084 Daniele	[586, 706, 698, 744]
economici-column-1	[6, 566, 116, 1018]
